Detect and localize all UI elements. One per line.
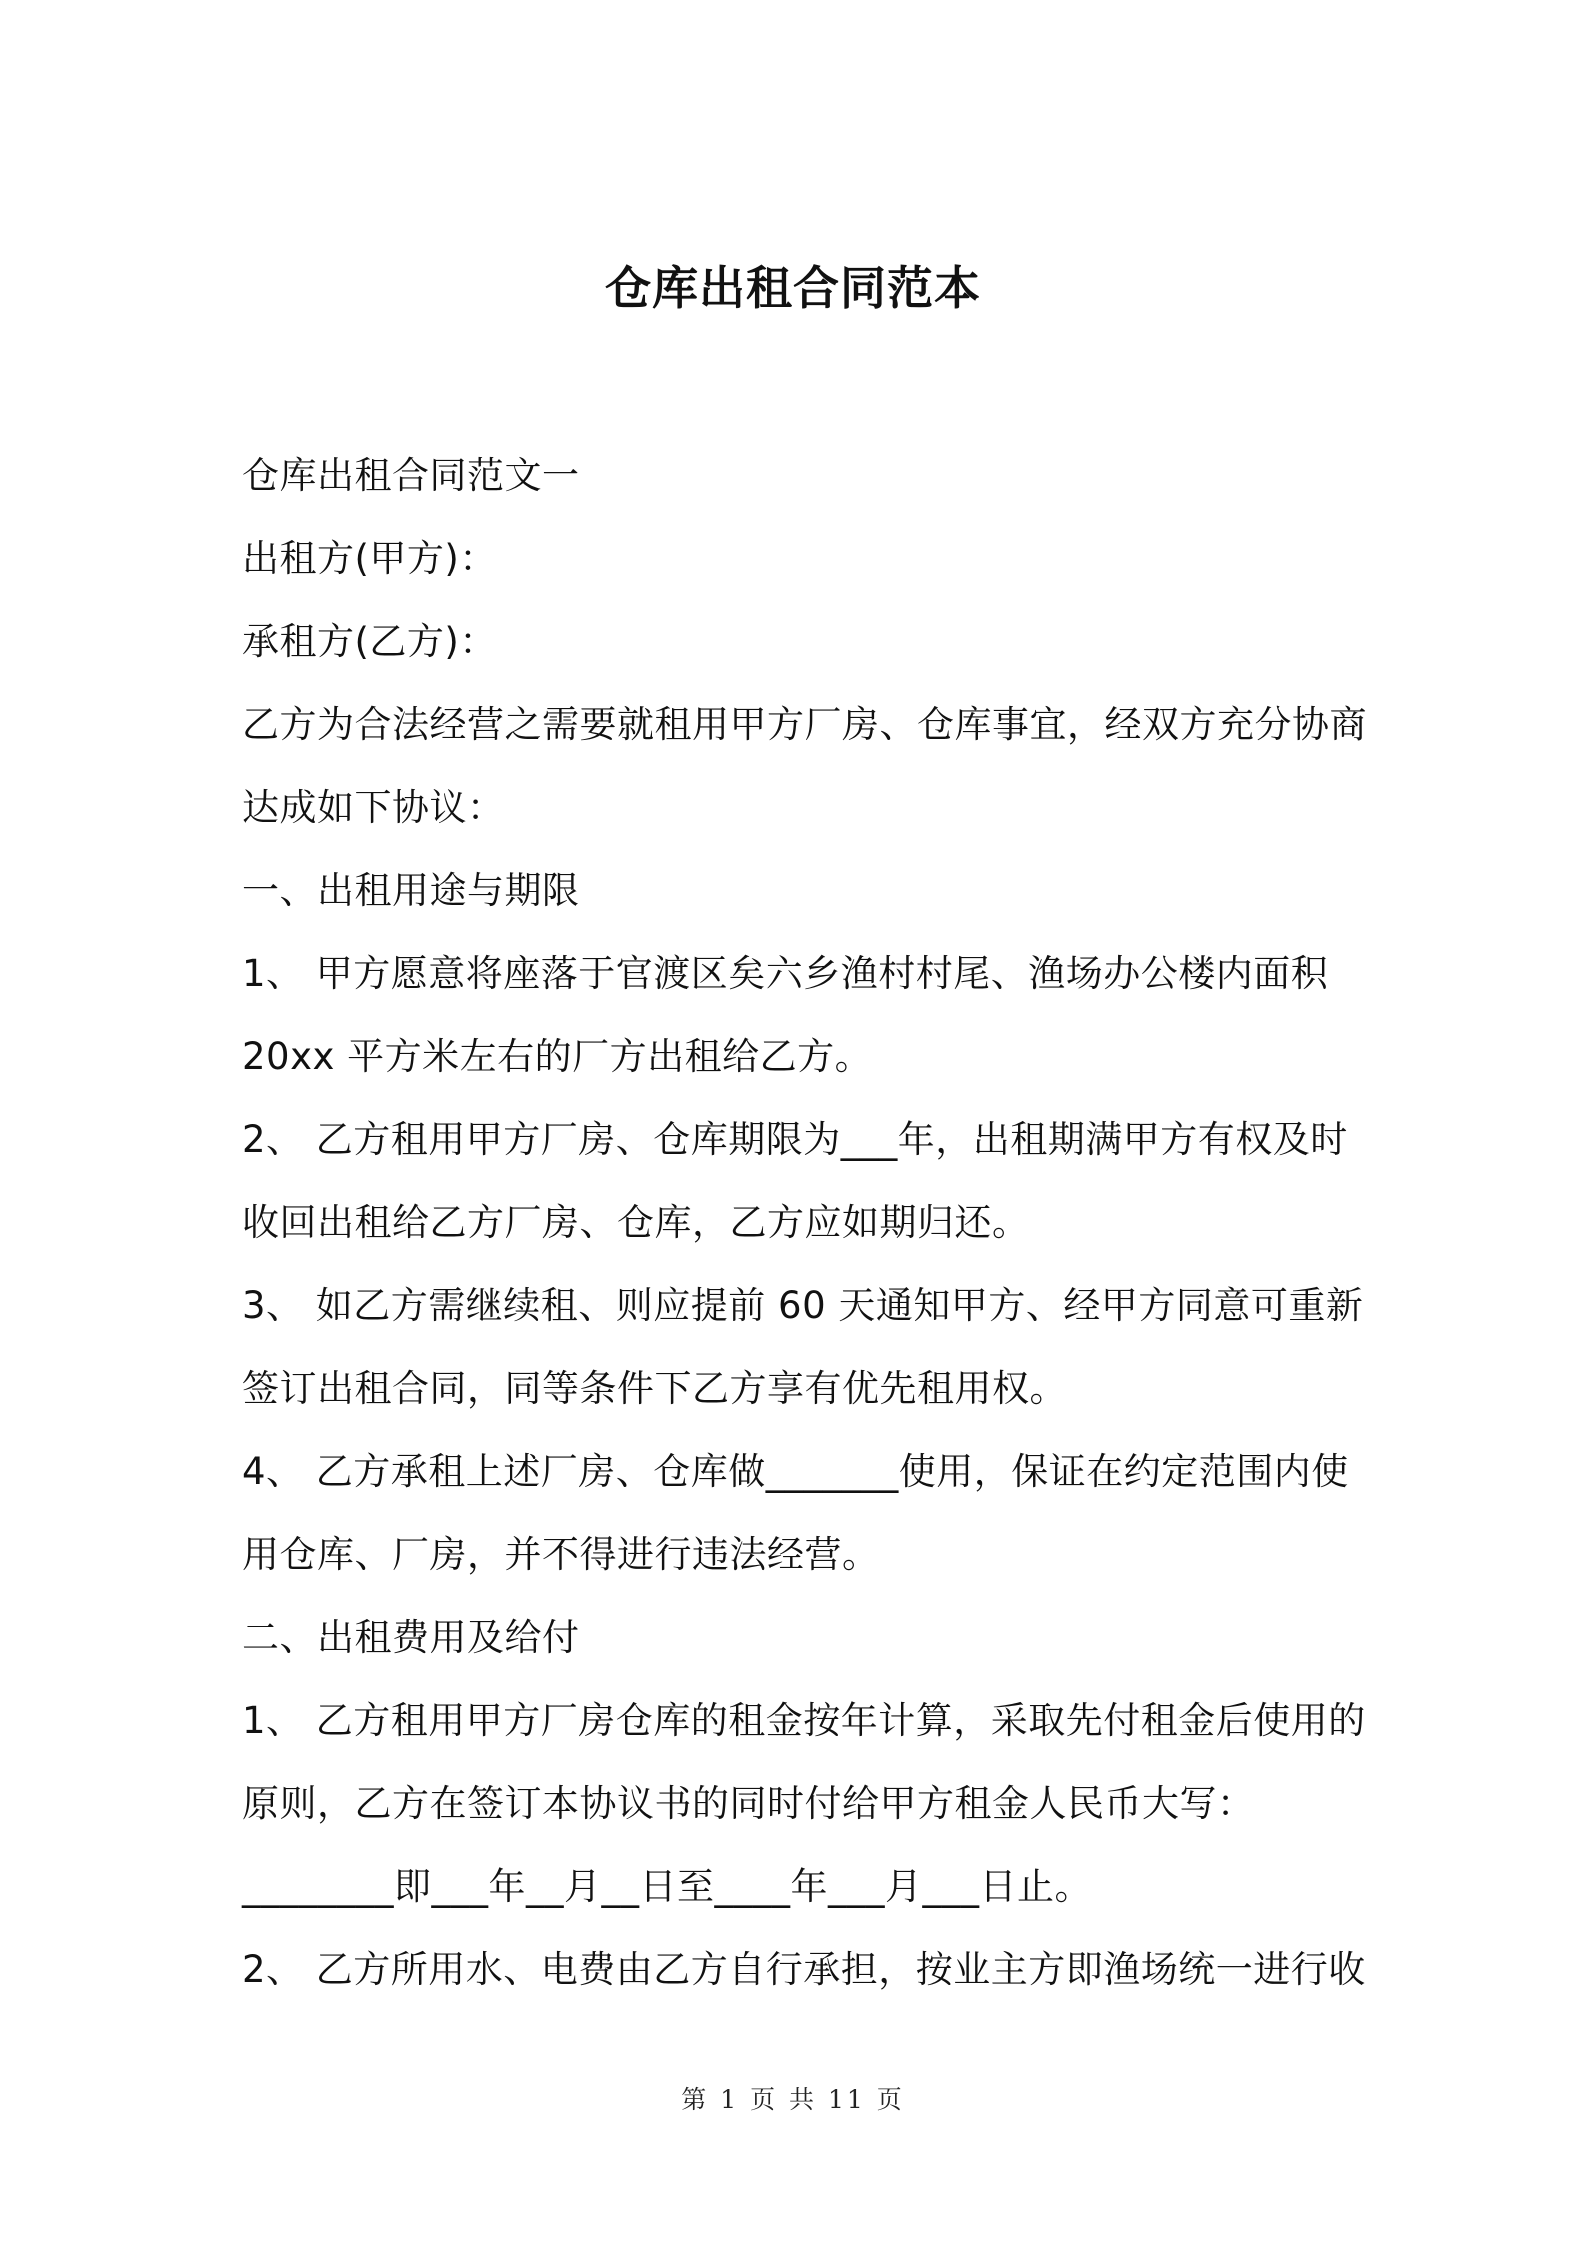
clause-line: 1、 甲方愿意将座落于官渡区矣六乡渔村村尾、渔场办公楼内面积 — [242, 952, 1329, 995]
clause-line: ________即___年__月__日至____年___月___日止。 — [242, 1865, 1092, 1908]
paragraph-line: 乙方为合法经营之需要就租用甲方厂房、仓库事宜，经双方充分协商 — [242, 703, 1367, 746]
clause-line: 3、 如乙方需继续租、则应提前 60 天通知甲方、经甲方同意可重新 — [242, 1284, 1364, 1327]
section-heading: 一、出租用途与期限 — [242, 869, 580, 912]
lessor-line: 出租方(甲方)： — [242, 537, 497, 580]
paragraph-line: 达成如下协议： — [242, 786, 505, 829]
clause-line: 原则，乙方在签订本协议书的同时付给甲方租金人民币大写： — [242, 1782, 1255, 1825]
clause-line: 2、 乙方所用水、电费由乙方自行承担，按业主方即渔场统一进行收 — [242, 1948, 1366, 1991]
clause-line: 4、 乙方承租上述厂房、仓库做_______使用，保证在约定范围内使 — [242, 1450, 1349, 1493]
page-number: 第 1 页 共 11 页 — [681, 2085, 905, 2114]
clause-line: 签订出租合同，同等条件下乙方享有优先租用权。 — [242, 1367, 1067, 1410]
clause-line: 2、 乙方租用甲方厂房、仓库期限为___年，出租期满甲方有权及时 — [242, 1118, 1348, 1161]
document-title: 仓库出租合同范本 — [605, 261, 981, 315]
section-heading: 二、出租费用及给付 — [242, 1616, 580, 1659]
lessee-line: 承租方(乙方)： — [242, 620, 497, 663]
clause-line: 用仓库、厂房，并不得进行违法经营。 — [242, 1533, 880, 1576]
clause-line: 20xx 平方米左右的厂方出租给乙方。 — [242, 1035, 873, 1078]
clause-line: 1、 乙方租用甲方厂房仓库的租金按年计算，采取先付租金后使用的 — [242, 1699, 1366, 1742]
clause-line: 收回出租给乙方厂房、仓库，乙方应如期归还。 — [242, 1201, 1030, 1244]
section-heading: 仓库出租合同范文一 — [242, 454, 580, 497]
